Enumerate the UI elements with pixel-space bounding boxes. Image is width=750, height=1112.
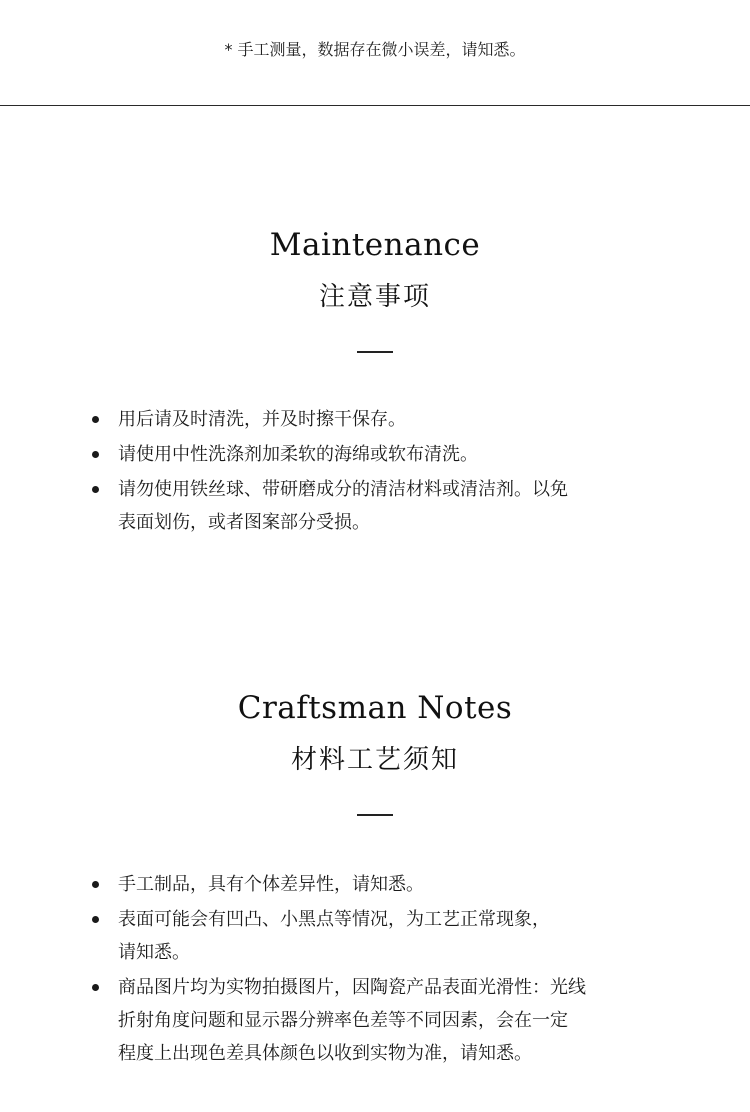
list-item [92, 971, 652, 1070]
maintenance-title-en: Maintenance [269, 227, 481, 263]
list-item [92, 438, 652, 471]
divider-line [0, 105, 750, 106]
list-item-text: 请知悉。 [118, 942, 190, 963]
craftsman-title-zh: 材料工艺须知 [290, 745, 459, 775]
bullet-icon [92, 916, 99, 923]
list-item [92, 903, 652, 969]
list-item-text: 请勿使用铁丝球、带研磨成分的清洁材料或清洁剂。以免 [118, 479, 568, 500]
craftsman-section [0, 688, 750, 816]
bullet-icon [92, 881, 99, 888]
bullet-icon [92, 416, 99, 423]
bullet-icon [92, 984, 99, 991]
section-dash [357, 351, 393, 353]
list-item-text: 表面划伤，或者图案部分受损。 [118, 512, 370, 533]
list-item [92, 403, 652, 436]
bullet-icon [92, 486, 99, 493]
list-item [92, 868, 652, 901]
list-item-text: 程度上出现色差具体颜色以收到实物为准，请知悉。 [118, 1043, 532, 1064]
list-item-text: 请使用中性洗涤剂加柔软的海绵或软布清洗。 [118, 444, 478, 465]
maintenance-title-zh: 注意事项 [318, 282, 431, 312]
bullet-icon [92, 451, 99, 458]
craftsman-list [92, 868, 652, 1072]
list-item-text: 表面可能会有凹凸、小黑点等情况，为工艺正常现象， [118, 909, 550, 930]
maintenance-section [0, 225, 750, 353]
measurement-disclaimer: * 手工测量，数据存在微小误差，请知悉。 [224, 40, 526, 59]
maintenance-list [92, 403, 652, 541]
list-item [92, 473, 652, 539]
section-dash [357, 814, 393, 816]
list-item-text: 用后请及时清洗，并及时擦干保存。 [118, 409, 406, 430]
list-item-text: 商品图片均为实物拍摄图片，因陶瓷产品表面光滑性：光线 [118, 977, 586, 998]
craftsman-title-en: Craftsman Notes [237, 690, 513, 726]
list-item-text: 折射角度问题和显示器分辨率色差等不同因素，会在一定 [118, 1010, 568, 1031]
list-item-text: 手工制品，具有个体差异性，请知悉。 [118, 874, 424, 895]
